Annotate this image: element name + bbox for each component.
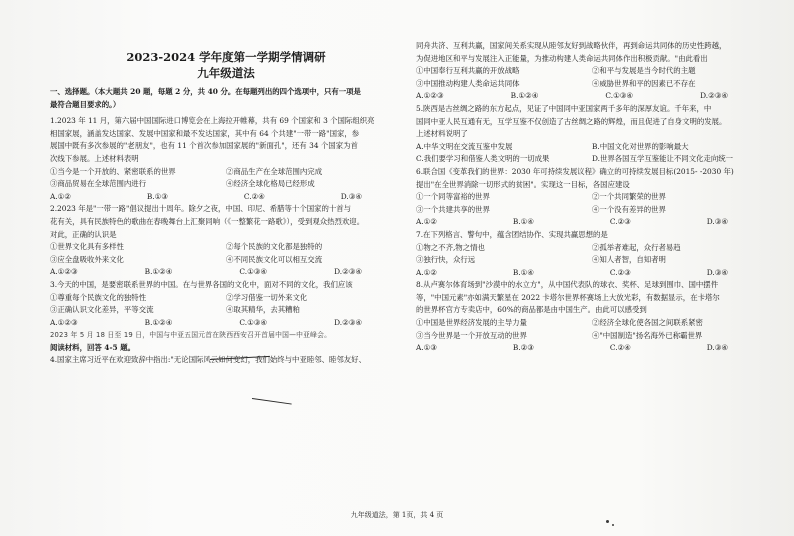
q1-answer-a: A.①② bbox=[50, 191, 71, 201]
scan-speck bbox=[606, 520, 609, 523]
q6-answer-b: B.①④ bbox=[512, 217, 534, 227]
q2-answer-b: B.①②④ bbox=[144, 267, 173, 277]
q3-answer-a: A.①②③ bbox=[50, 317, 78, 327]
q2-options-row bbox=[50, 254, 402, 267]
q5-stem-line: 5.陕西是古丝绸之路的东方起点，见证了中国同中亚国家两千多年的深厚友谊。千年来，中 bbox=[416, 103, 712, 113]
q7-option: ①物之不齐,物之情也 bbox=[416, 242, 485, 252]
q8-answer-a: A.①③ bbox=[416, 343, 437, 353]
q6-stem-line: 6.联合国《变革我们的世界：2030 年可持续发展议程》确立的可持续发展目标(2015- -2030 年) bbox=[416, 166, 734, 176]
q1-option: ①当今是一个开放的、紧密联系的世界 bbox=[50, 166, 176, 176]
q4-stem-cont: 为促进地区和平与发展注入正能量，为推动构建人类命运共同体作出积极贡献。"由此看出 bbox=[416, 53, 708, 63]
q7-answer-b: B.①④ bbox=[512, 267, 534, 277]
q2-option: ①世界文化具有多样性 bbox=[50, 242, 124, 252]
q7-answer-a: A.①② bbox=[416, 267, 437, 277]
q1-answers bbox=[50, 191, 402, 204]
q3-stem-line: 3.今天的中国，是要密联系世界的中国。在与世界各国的文化中，面对不同的文化，我们应该 bbox=[50, 279, 353, 289]
q2-option: ③应全盘吸收外来文化 bbox=[50, 254, 124, 264]
q4-option: ②和平与发展是当今时代的主题 bbox=[592, 66, 696, 76]
q8-option: ④"中国制造"扬名海外已称霸世界 bbox=[592, 330, 703, 340]
section-heading-cont: 最符合题目要求的。） bbox=[50, 99, 121, 109]
q3-option: ②学习借鉴一切外来文化 bbox=[226, 292, 308, 302]
q3-answers bbox=[50, 317, 402, 330]
q2-stem-line: 花有关，具有民族特色的歌曲在春晚舞台上汇聚同响（《一整繁花一路歌》），受到观众热烈欢迎。 bbox=[50, 216, 365, 226]
q5-option-a: A.中华文明在交流互鉴中发展 bbox=[416, 141, 513, 151]
q5-options-row bbox=[416, 141, 768, 154]
q1-options-row bbox=[50, 178, 402, 191]
q4-answer-a: A.①②③ bbox=[416, 91, 444, 101]
q3-option: ③正确认识文化差异，平等交流 bbox=[50, 305, 154, 315]
q6-option: ③一个共建共享的世界 bbox=[416, 204, 490, 214]
q6-option: ②一个共同繁荣的世界 bbox=[592, 192, 666, 202]
page-footer: 九年级道法，第 1页，共 4 页 bbox=[350, 511, 444, 519]
q8-stem-line: 8.从卢赛尔体育场到"沙漠中的水立方"，从中国代表队的球衣、奖杯、足球到围巾、国中摆件 bbox=[416, 280, 719, 290]
q2-answer-a: A.①②③ bbox=[50, 267, 78, 277]
q3-options-row bbox=[50, 304, 402, 317]
page-subtitle: 九年级道法 bbox=[197, 66, 255, 80]
q2-answer-c: C.①③④ bbox=[239, 267, 268, 277]
q4-option: ④威胁世界和平的因素已不存在 bbox=[592, 78, 696, 88]
q1-stem-line: 次线下参展。上述材料表明 bbox=[50, 153, 139, 163]
q8-answer-d: D.③④ bbox=[706, 343, 728, 353]
q1-stem-line: 1.2023 年 11 月，第六届中国国际进口博览会在上海拉开帷幕，共有 69 个国家和 3 个国际组织亮 bbox=[50, 116, 375, 126]
q5-option-d: D.世界各国互学互鉴能让不同文化走向统一 bbox=[592, 154, 734, 164]
q4-answer-d: D.②③④ bbox=[700, 91, 728, 101]
q7-answers bbox=[416, 267, 768, 280]
q3-options-row bbox=[50, 292, 402, 305]
q8-stem-line: 的世界杯官方专卖店中，60%的商品都是由中国生产。由此可以感受到 bbox=[416, 305, 647, 315]
q1-option: ②商品生产在全球范围内完成 bbox=[226, 166, 323, 176]
q7-answer-d: D.③④ bbox=[706, 267, 728, 277]
left-column bbox=[50, 86, 402, 367]
q7-options-row bbox=[416, 254, 768, 267]
section-heading: 一、选择题。（本大题共 20 题，每题 2 分，共 40 分。在每题列出的四个选项中，只有一项是 bbox=[50, 87, 361, 96]
q6-option: ④一个没有差异的世界 bbox=[592, 204, 666, 214]
q3-answer-b: B.①②④ bbox=[144, 317, 173, 327]
q6-answer-c: C.②③ bbox=[609, 217, 631, 227]
q5-stem-line: 上述材料说明了 bbox=[416, 129, 468, 139]
q7-answer-c: C.②③ bbox=[609, 267, 631, 277]
q6-stem-line: 提出"在全世界消除一切形式的贫困"。实现这一目标，各国应建设 bbox=[416, 179, 630, 189]
q4-stem-cont: 同舟共济、互利共赢，国家间关系实现从睦邻友好到战略伙伴，再到命运共同体的历史性跨越， bbox=[416, 41, 727, 50]
q8-option: ①中国是世界经济发展的主导力量 bbox=[416, 318, 527, 328]
reading-instruction: 阅读材料，回答 4-5 题。 bbox=[50, 342, 136, 352]
scan-speck bbox=[612, 524, 614, 526]
q5-options-row bbox=[416, 153, 768, 166]
q1-option: ④经济全球化格局已经形成 bbox=[226, 179, 315, 189]
page-title: 2023-2024 学年度第一学期学情调研 bbox=[126, 50, 326, 64]
q8-option: ②经济全球化使各国之间联系紧密 bbox=[592, 318, 703, 328]
q8-answer-b: B.②③ bbox=[512, 343, 534, 353]
q1-answer-d: D.③④ bbox=[340, 191, 362, 201]
q4-option: ③中国推动构建人类命运共同体 bbox=[416, 78, 520, 88]
q1-answer-b: B.①③ bbox=[146, 191, 168, 201]
q8-answers bbox=[416, 342, 768, 355]
q4-answer-c: C.①③④ bbox=[605, 91, 634, 101]
q2-option: ②每个民族的文化都是独特的 bbox=[226, 242, 323, 252]
q1-stem-line: 展国中既有多次参展的"老朋友"，也有 11 个首次参加国家展的"新面孔"，还有 34 个国家为首 bbox=[50, 141, 358, 151]
q2-stem-line: 2.2023 年是"一带一路"倡议提出十周年。除夕之夜，中国、印尼、希腊等十个国家的十首与 bbox=[50, 204, 352, 214]
q2-answers bbox=[50, 266, 402, 279]
q4-option: ①中国奉行互利共赢的开放战略 bbox=[416, 66, 520, 76]
q1-stem-line: 相国家展，涵盖发达国家、发展中国家和最不发达国家，其中有 64 个共建"一带一路"国家，参 bbox=[50, 128, 360, 138]
q4-answers bbox=[416, 90, 768, 103]
q4-answer-b: B.①②④ bbox=[510, 91, 539, 101]
q4-options-row bbox=[416, 65, 768, 78]
q6-option: ①一个同等富裕的世界 bbox=[416, 192, 490, 202]
q7-options-row bbox=[416, 242, 768, 255]
q2-options-row bbox=[50, 241, 402, 254]
right-column bbox=[416, 40, 768, 355]
q6-options-row bbox=[416, 204, 768, 217]
q1-option: ③商品贸易在全球范围内进行 bbox=[50, 179, 147, 189]
q2-option: ④不同民族文化可以相互交流 bbox=[226, 254, 323, 264]
q3-option: ①尊重每个民族文化的独特性 bbox=[50, 292, 147, 302]
q4-stem-line: 4.国家主席习近平在欢迎致辞中指出:"无论国际风云如何变幻，我们始终与中亚睦邻、睦邻友好、 bbox=[50, 355, 366, 365]
q6-answer-a: A.①② bbox=[416, 217, 437, 227]
q3-option: ④取其精华，去其糟粕 bbox=[226, 305, 300, 315]
q7-stem-line: 7.在下列格言、警句中，蕴含团结协作、实现共赢思想的是 bbox=[416, 229, 608, 239]
q8-options-row bbox=[416, 330, 768, 343]
q6-answers bbox=[416, 216, 768, 229]
q8-stem-line: 等，"中国元素"亦如满天繁星在 2022 卡塔尔世界杯赛场上大放光彩，有数据显示，在卡塔尔 bbox=[416, 292, 720, 302]
q5-option-c: C.我们要学习和借鉴人类文明的一切成果 bbox=[416, 154, 550, 164]
q5-option-b: B.中国文化对世界的影响最大 bbox=[592, 141, 689, 151]
q8-answer-c: C.②④ bbox=[609, 343, 631, 353]
q2-stem-line: 对此，正确的认识是 bbox=[50, 229, 117, 239]
q3-answer-c: C.①③④ bbox=[239, 317, 268, 327]
q1-answer-c: C.②④ bbox=[243, 191, 265, 201]
q7-option: ③独行快，众行远 bbox=[416, 255, 476, 265]
q8-option: ③当今世界是一个开放互动的世界 bbox=[416, 330, 527, 340]
q1-options-row bbox=[50, 166, 402, 179]
q6-answer-d: D.③④ bbox=[706, 217, 728, 227]
q7-option: ④知人者智，自知者明 bbox=[592, 255, 666, 265]
pen-mark bbox=[252, 398, 292, 405]
q4-options-row bbox=[416, 78, 768, 91]
q7-option: ②孤举者难起，众行者易趋 bbox=[592, 242, 681, 252]
q2-answer-d: D.②③④ bbox=[334, 267, 362, 277]
q3-answer-d: D.②③④ bbox=[334, 317, 362, 327]
q5-stem-line: 国同中亚人民互通有无，互学互鉴不仅创造了古丝绸之路的辉煌，而且促进了自身文明的发展。 bbox=[416, 116, 727, 126]
handwritten-note: 2023 年 5 月 18 日至 19 日，中国与中亚五国元首在陕西西安召开首届中国—中亚峰会。 bbox=[50, 331, 332, 340]
q8-options-row bbox=[416, 317, 768, 330]
q6-options-row bbox=[416, 191, 768, 204]
